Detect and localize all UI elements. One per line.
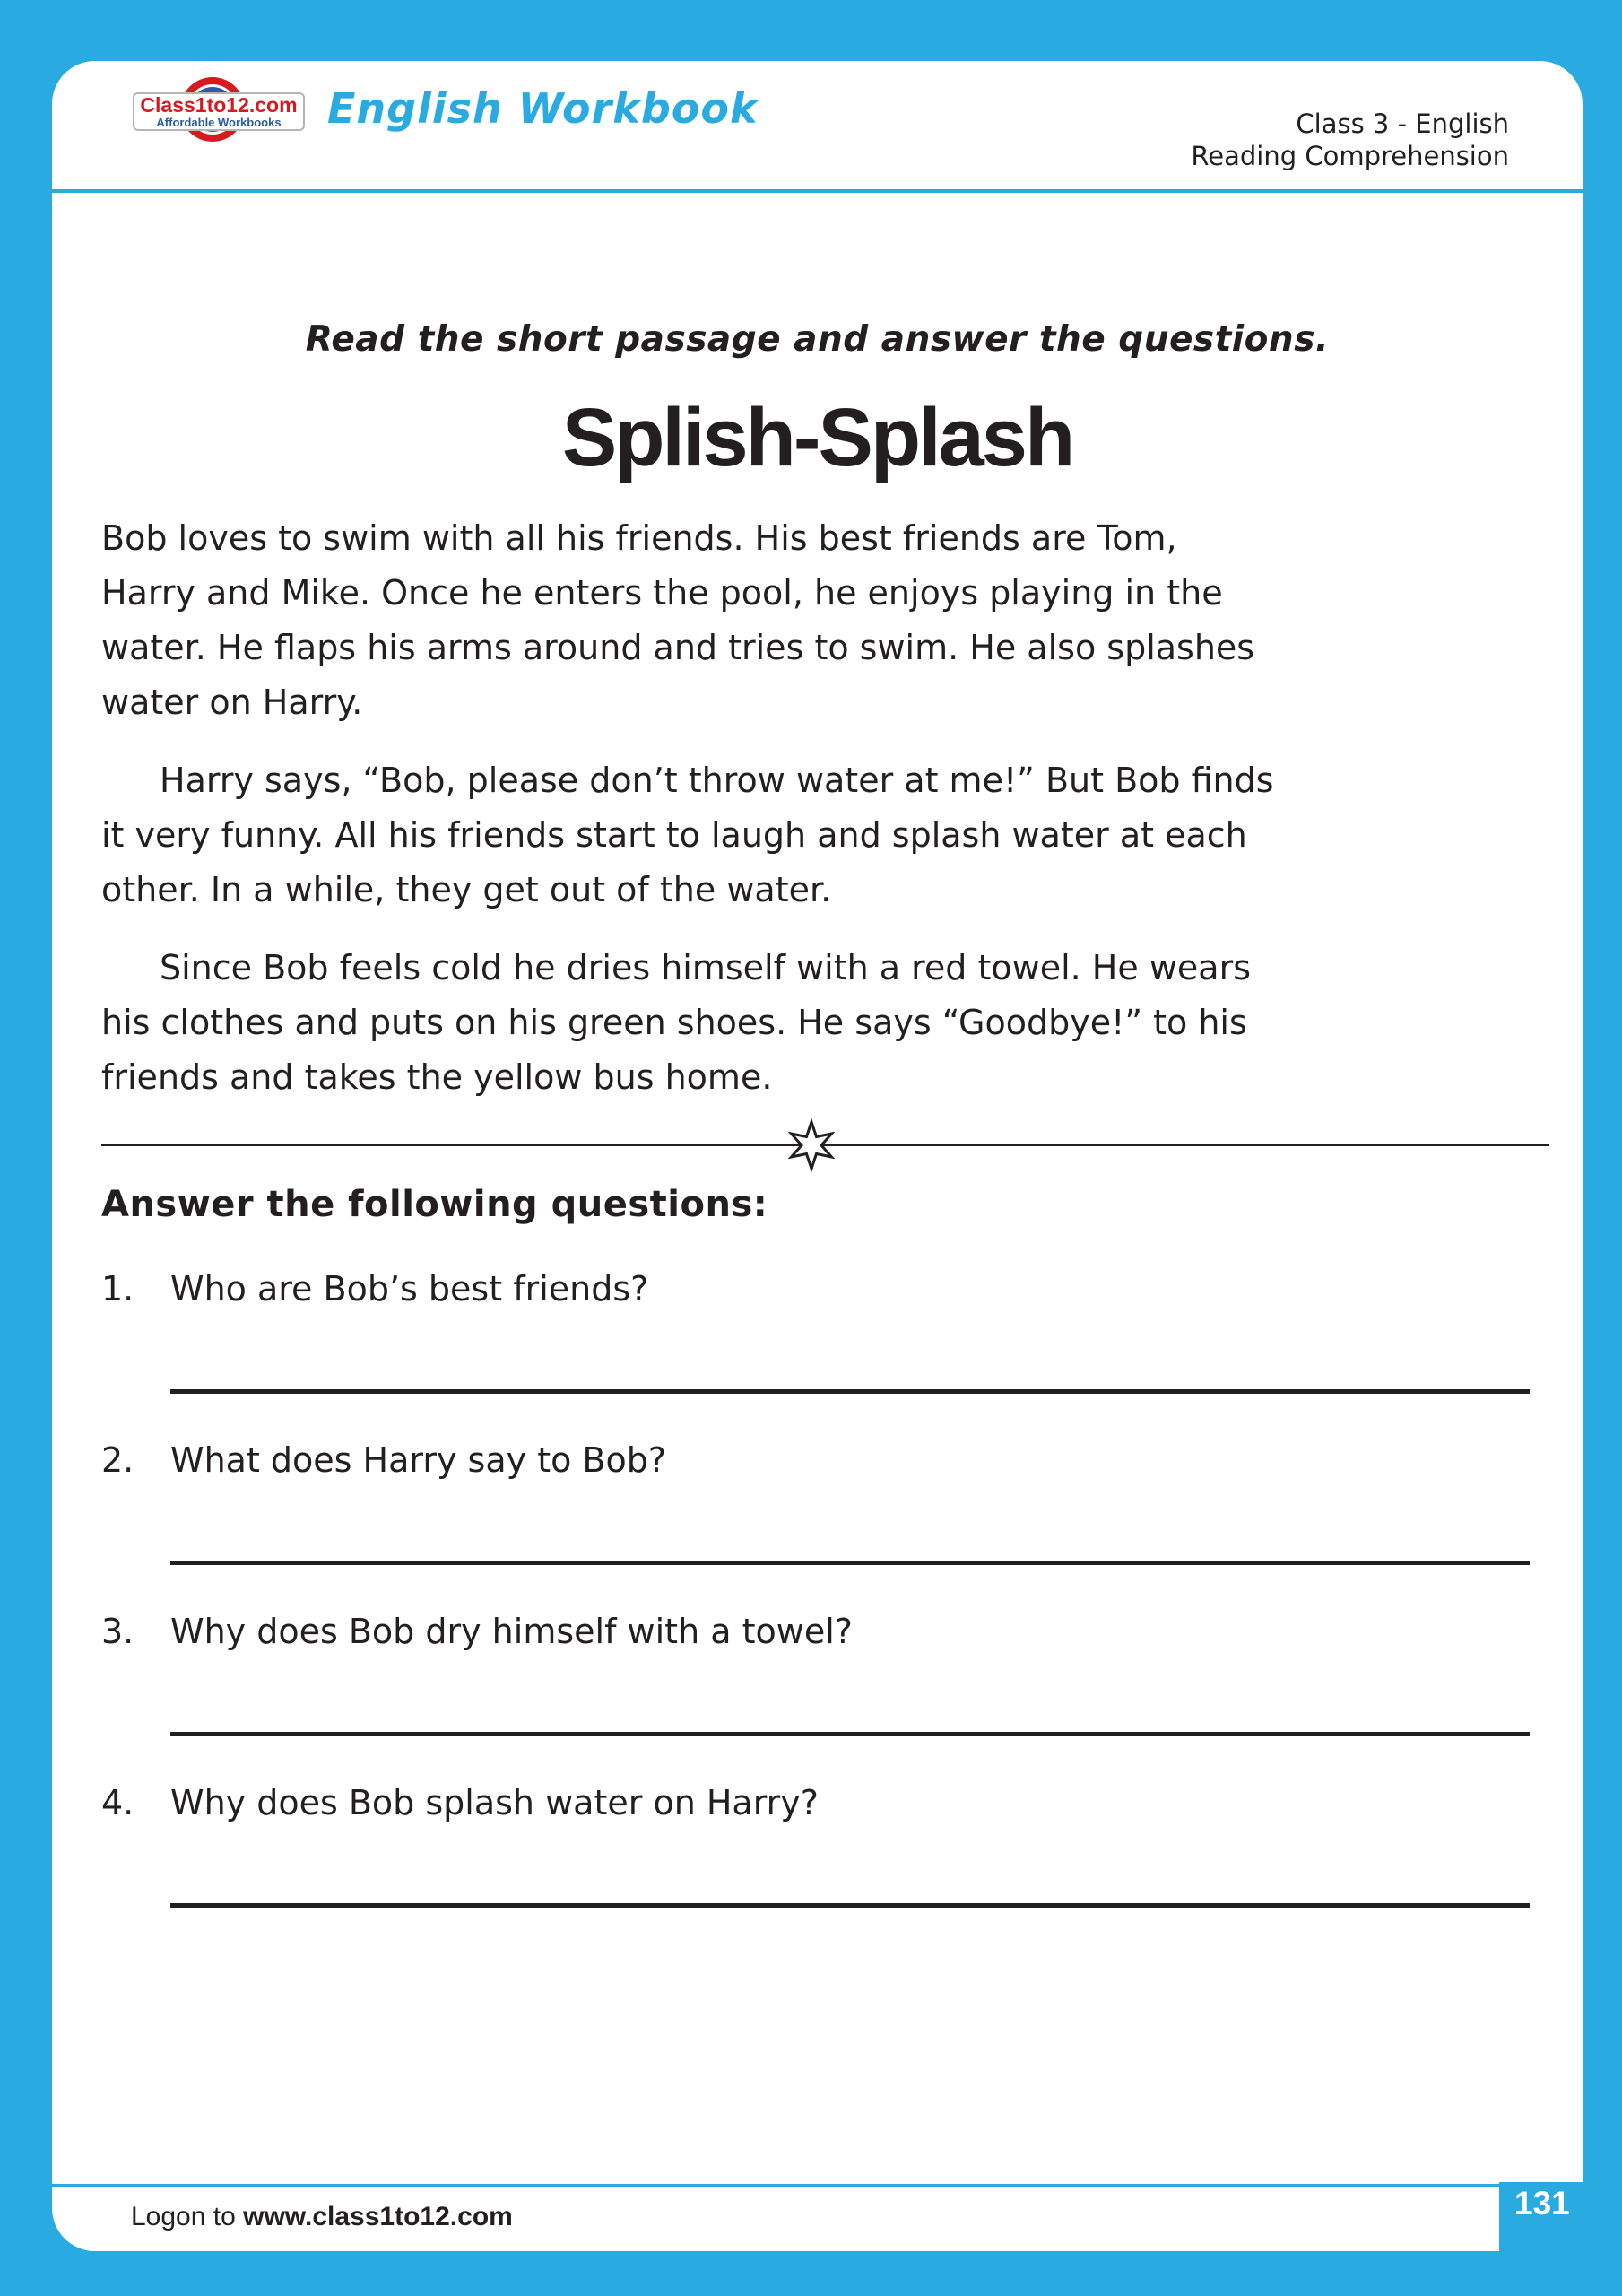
- star-icon: [788, 1118, 835, 1172]
- topic-label: Reading Comprehension: [1191, 141, 1509, 171]
- passage-line: Harry says, “Bob, please don’t throw water at me!” But Bob finds: [160, 761, 1274, 800]
- page-card: [52, 61, 1583, 2251]
- answer-line: [170, 1389, 1530, 1394]
- footer-divider: [52, 2184, 1583, 2187]
- question-text: Why does Bob dry himself with a towel?: [170, 1612, 853, 1651]
- passage-line: water on Harry.: [101, 683, 363, 722]
- footer-note: [131, 2202, 513, 2232]
- footer-prefix: Logon to: [131, 2202, 244, 2231]
- page-number: 131: [1514, 2185, 1570, 2222]
- question-text: What does Harry say to Bob?: [170, 1440, 667, 1480]
- footer-url: www.class1to12.com: [243, 2202, 513, 2231]
- section-divider: [101, 1120, 1549, 1170]
- question-row: [101, 1269, 1581, 1439]
- answer-line: [170, 1732, 1530, 1736]
- worksheet-instruction: Read the short passage and answer the questions.: [305, 319, 1330, 360]
- question-row: [101, 1783, 1581, 1953]
- brand-tagline: Affordable Workbooks: [156, 116, 282, 129]
- passage-line: water. He flaps his arms around and tries to swim. He also splashes: [101, 628, 1255, 667]
- header-divider: [52, 189, 1583, 193]
- answer-line: [170, 1561, 1530, 1565]
- question-text: Who are Bob’s best friends?: [170, 1269, 649, 1309]
- passage-line: his clothes and puts on his green shoes. He says “Goodbye!” to his: [101, 1003, 1247, 1042]
- question-row: [101, 1440, 1581, 1611]
- question-text: Why does Bob splash water on Harry?: [170, 1783, 819, 1822]
- question-row: [101, 1612, 1581, 1782]
- question-number: 3.: [101, 1612, 134, 1651]
- question-number: 1.: [101, 1269, 134, 1309]
- answer-line: [170, 1903, 1530, 1908]
- passage-line: Since Bob feels cold he dries himself with a red towel. He wears: [160, 948, 1252, 987]
- brand-logo: [133, 92, 305, 131]
- header-meta: [1191, 108, 1509, 172]
- passage: [101, 511, 1558, 1128]
- question-number: 2.: [101, 1440, 134, 1480]
- passage-paragraph: [101, 941, 1558, 1105]
- class-subject-label: Class 3 - English: [1296, 109, 1509, 139]
- passage-line: other. In a while, they get out of the water.: [101, 870, 832, 909]
- passage-paragraph: [101, 753, 1558, 918]
- passage-paragraph: [101, 511, 1558, 730]
- passage-title: Splish-Splash: [561, 392, 1073, 483]
- answer-section-heading: Answer the following questions:: [101, 1184, 768, 1225]
- workbook-title: English Workbook: [327, 84, 759, 133]
- passage-line: it very funny. All his friends start to laugh and splash water at each: [101, 815, 1247, 855]
- passage-line: Harry and Mike. Once he enters the pool, he enjoys playing in the: [101, 573, 1223, 613]
- brand-name: Class1to12.com: [140, 93, 298, 117]
- question-number: 4.: [101, 1783, 134, 1822]
- passage-line: Bob loves to swim with all his friends. His best friends are Tom,: [101, 518, 1177, 558]
- passage-line: friends and takes the yellow bus home.: [101, 1057, 773, 1097]
